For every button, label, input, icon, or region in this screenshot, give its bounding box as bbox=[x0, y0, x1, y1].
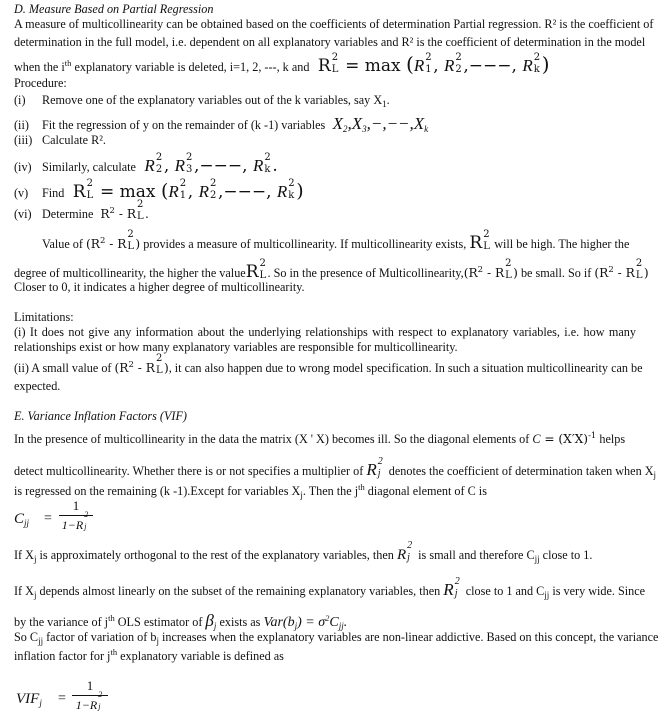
step-text: Find bbox=[42, 186, 65, 200]
step-2 bbox=[14, 113, 428, 135]
text: In the presence of multicollinearity in the data the matrix (X ' X) becomes ill. So the diagonal elements of bbox=[14, 432, 530, 446]
text: detect multicollinearity. Whether there is or not specifies a multiplier of bbox=[14, 464, 364, 478]
text: is small and therefore C bbox=[418, 548, 535, 562]
vif-line-6: by the variance of $j^{th}$ OLS estimator of $\beta_j$ exists as $Var(b_j) = \sigma^2C_{jj}$. bbox=[14, 611, 348, 631]
limitations-label: Limitations: bbox=[14, 310, 74, 324]
step-number: (vi) bbox=[14, 207, 32, 221]
equation-x-list: $X_2,X_3,-,--,X_k$ bbox=[328, 114, 429, 134]
text: If X bbox=[14, 548, 34, 562]
intro-line-3 bbox=[14, 52, 550, 77]
text: exists as bbox=[219, 615, 261, 629]
step-number: (iii) bbox=[14, 133, 33, 147]
limitation-1-line-2: relationships exist or how many explanatory variables are responsible for multicollinearity. bbox=[14, 340, 458, 354]
text: Value of bbox=[42, 237, 83, 251]
text: by the variance of j bbox=[14, 615, 109, 629]
step-number: (v) bbox=[14, 186, 29, 200]
step-number: (iv) bbox=[14, 160, 32, 174]
equation-find-max: R 2 L = max (R 2 1 , R 2 2 ,−−−, R 2 k ) bbox=[67, 178, 304, 202]
equation-determine: $R^2$ - R 2 L . bbox=[96, 199, 149, 222]
text: is very wide. Since bbox=[549, 584, 646, 598]
intro-line-1: A measure of multicollinearity can be obtained based on the coefficients of determination Partial regression. R² is the coefficient of bbox=[14, 17, 654, 31]
text: is approximately orthogonal to the rest of the explanatory variables, then bbox=[36, 548, 394, 562]
text: So C bbox=[14, 630, 39, 644]
text: factor of variation of b bbox=[43, 630, 157, 644]
vif-line-1 bbox=[14, 431, 625, 447]
text: close to 1. bbox=[539, 548, 593, 562]
intro-line-3-text-b: explanatory variable is deleted, i=1, 2, ---, k and bbox=[71, 60, 310, 74]
text: . So in the presence of Multicollinearity, bbox=[267, 266, 464, 280]
step-text: Determine bbox=[42, 207, 94, 221]
text: explanatory variable is defined as bbox=[117, 649, 284, 663]
vif-line-7: So $C_{jj}$ factor of variation of $b_j$ increases when the explanatory variables are non-linear addictive. Based on this concept, the variance bbox=[14, 630, 659, 646]
text: will be high. The higher the bbox=[494, 237, 630, 251]
equation-inline: R 2 L bbox=[245, 258, 267, 282]
limitation-2-line-1 bbox=[14, 353, 643, 376]
procedure-label: Procedure: bbox=[14, 76, 67, 90]
equation-rj2: R 2 j bbox=[396, 540, 413, 563]
superscript: th bbox=[64, 58, 72, 68]
equation-rj2: R 2 j bbox=[366, 456, 383, 479]
text: (ii) A small value of bbox=[14, 361, 112, 375]
equation-inline: ($R^2$ - R 2 L ) bbox=[86, 229, 141, 252]
step-text: Remove one of the explanatory variables out of the k variables, say X bbox=[42, 93, 383, 107]
vif-line-2: detect multicollinearity. Whether there is or not specifies a multiplier of R 2 j denotes the coefficient of determination taken when $X_j$ bbox=[14, 456, 657, 480]
step-6 bbox=[14, 199, 149, 222]
step-text: Calculate R². bbox=[42, 133, 106, 147]
equation-inline: R 2 L bbox=[469, 229, 490, 253]
value-line-3: Closer to 0, it indicates a higher degree of multicollinearity. bbox=[14, 280, 305, 294]
limitation-1-line-1: (i) It does not give any information about the underlying relationships with respect to explanatory variables, i.e. how many bbox=[14, 325, 636, 339]
step-suffix: . bbox=[386, 93, 390, 107]
step-5 bbox=[14, 180, 304, 204]
equation-r2-l-max: R 2 L = max (R 2 1 , R 2 2 ,−−−, R 2 k ) bbox=[312, 52, 550, 76]
vif-line-3: is regressed on the remaining (k -1).Except for variables $X_j$. Then the $j^{th}$ diagonal element of C is bbox=[14, 482, 487, 500]
text: inflation factor for j bbox=[14, 649, 111, 663]
text: close to 1 and C bbox=[465, 584, 545, 598]
text: . Then the j bbox=[302, 484, 359, 498]
equation-variance: $Var(b_j) = \sigma^2C_{jj}$. bbox=[263, 613, 348, 631]
equation-inline: ($R^2$ - R 2 L ) bbox=[114, 353, 169, 376]
text: helps bbox=[599, 432, 626, 446]
vif-line-5: If $X_j$ depends almost linearly on the subset of the remaining explanatory variables, then R 2 j close to 1 and $C_{jj}$ is very wide. Since bbox=[14, 576, 646, 600]
text: be small. So if bbox=[520, 266, 592, 280]
intro-line-3-text: when the i bbox=[14, 60, 65, 74]
text: diagonal element of C is bbox=[364, 484, 487, 498]
step-3 bbox=[14, 133, 106, 148]
step-1: (i) Remove one of the explanatory variables out of the k variables, say $X_1$. bbox=[14, 93, 390, 109]
step-4 bbox=[14, 152, 278, 177]
text: increases when the explanatory variables are non-linear addictive. Based on this concept, the variance bbox=[158, 630, 659, 644]
text: degree of multicollinearity, the higher the value bbox=[14, 266, 246, 280]
equation-inline: ($R^2$ - R 2 L ) bbox=[594, 258, 649, 281]
text: , it can also happen due to wrong model specification. In such a situation multicollinearity can be bbox=[168, 361, 643, 375]
vif-line-4: If $X_j$ is approximately orthogonal to the rest of the explanatory variables, then R 2 j is small and therefore $C_{jj}$ close to 1. bbox=[14, 540, 593, 564]
value-line-1 bbox=[42, 229, 630, 254]
text: is regressed on the remaining (k -1).Except for variables X bbox=[14, 484, 301, 498]
limitation-2-line-2: expected. bbox=[14, 379, 61, 393]
equation-rj2: R 2 j bbox=[443, 576, 460, 599]
text: OLS estimator of bbox=[114, 615, 203, 629]
section-e-heading: E. Variance Inflation Factors (VIF) bbox=[14, 409, 187, 423]
equation-inline: ($R^2$ - R 2 L ) bbox=[463, 258, 518, 281]
intro-line-2: determination in the full model, i.e. dependent on all explanatory variables and R² is the coefficient of determination in the model bbox=[14, 35, 646, 49]
equation-c-inverse: $C = (X'X)^{-1}$ bbox=[532, 431, 597, 446]
text: depends almost linearly on the subset of the remaining explanatory variables, then bbox=[36, 584, 441, 598]
vif-line-8: inflation factor for $j^{th}$ explanatory variable is defined as bbox=[14, 647, 284, 663]
text: provides a measure of multicollinearity. If multicollinearity exists, bbox=[143, 237, 467, 251]
step-text: Fit the regression of y on the remainder of (k -1) variables bbox=[42, 118, 326, 132]
step-number: (ii) bbox=[14, 118, 29, 132]
text: denotes the coefficient of determination taken when X bbox=[388, 464, 654, 478]
section-d-heading: D. Measure Based on Partial Regression bbox=[14, 2, 214, 16]
equation-beta-j: $\beta_j$ bbox=[205, 611, 217, 631]
equation-r2-list: R 2 2 , R 2 3 ,−−−, R 2 k . bbox=[144, 152, 278, 176]
step-text: Similarly, calculate bbox=[42, 160, 136, 174]
step-number: (i) bbox=[14, 93, 26, 107]
text: If X bbox=[14, 584, 34, 598]
